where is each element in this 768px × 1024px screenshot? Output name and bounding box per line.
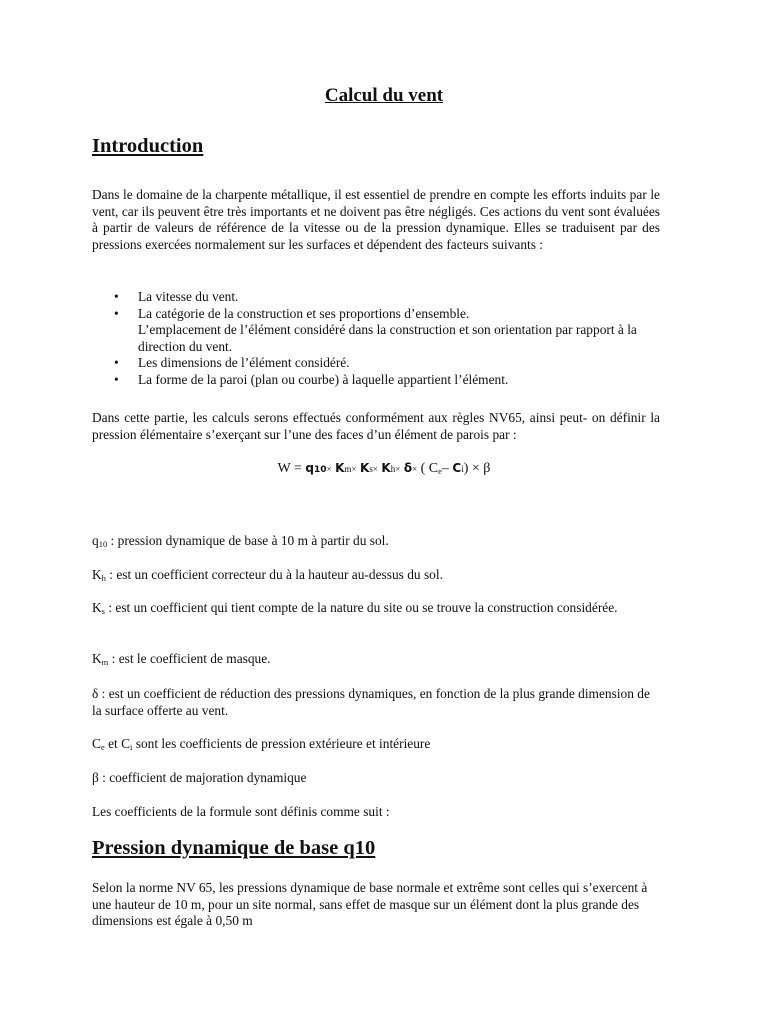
list-item-text: La forme de la paroi (plan ou courbe) à laquelle appartient l’élément. (138, 371, 509, 387)
bullet-icon: • (114, 371, 119, 387)
wind-pressure-formula: W = q10× Km× Ks× Kh× δ× ( $C_e-$ Ci) × β (277, 461, 491, 476)
list-item (92, 306, 652, 356)
definition-beta: β : coefficient de majoration dynamique (92, 770, 307, 785)
bullet-icon: • (114, 289, 119, 304)
list-item-text: La vitesse du vent. (138, 289, 239, 304)
bullet-icon: • (114, 355, 119, 370)
document-title: Calcul du vent (324, 85, 444, 106)
list-item-continuation: L’emplacement de l’élément considéré dans la construction et son orientation par rapport à la direction du vent. (138, 322, 637, 354)
introduction-heading: Introduction (92, 135, 204, 157)
q10-heading: Pression dynamique de base q10 (92, 837, 376, 859)
list-item-text: Les dimensions de l’élément considéré. (138, 355, 350, 370)
list-item (92, 289, 652, 306)
coefficients-intro: Les coefficients de la formule sont définis comme suit : (92, 804, 390, 819)
list-item-text: La catégorie de la construction et ses proportions d’ensemble. (138, 305, 470, 321)
definition-km: $K_m$ : est le coefficient de masque. (92, 651, 271, 667)
q10-paragraph: Selon la norme NV 65, les pressions dynamique de base normale et extrême sont celles qui s’exercent à une hauteur de 10 m, pour un site normal, sans effet de masque sur un élément dont la plus grande des dimensions est égale à 0,50 m (92, 880, 648, 928)
nv65-paragraph: Dans cette partie, les calculs serons effectués conformément aux règles NV65, ainsi peut- on définir la pression élémentaire s’exerçant sur l’une des faces d’un élément de parois par : (92, 410, 660, 442)
list-item (92, 355, 652, 372)
factors-list (92, 289, 652, 388)
list-item (92, 372, 652, 389)
definition-kh: $K_h$ : est un coefficient correcteur du à la hauteur au-dessus du sol. (92, 567, 443, 583)
definition-ce-ci: $C_e$ et $C_i$ sont les coefficients de pression extérieure et intérieure (92, 736, 431, 752)
introduction-paragraph: Dans le domaine de la charpente métallique, il est essentiel de prendre en compte les efforts induits par le vent, car ils peuvent être très importants et ne doivent pas être négligés. Ces actions du vent sont évaluées à partir de valeurs de référence de la vitesse ou de la pression dynamique. Elles se traduisent par des pressions exercées normalement sur les surfaces et dépendent des facteurs suivants : (92, 187, 660, 252)
bullet-icon: • (114, 305, 119, 321)
definition-q10: $q_{10}$ : pression dynamique de base à 10 m à partir du sol. (92, 533, 389, 549)
definition-delta: δ : est un coefficient de réduction des pressions dynamiques, en fonction de la plus grande dimension de la surface offerte au vent. (92, 686, 650, 718)
definition-ks: $K_s$ : est un coefficient qui tient compte de la nature du site ou se trouve la construction considérée. (92, 600, 618, 616)
